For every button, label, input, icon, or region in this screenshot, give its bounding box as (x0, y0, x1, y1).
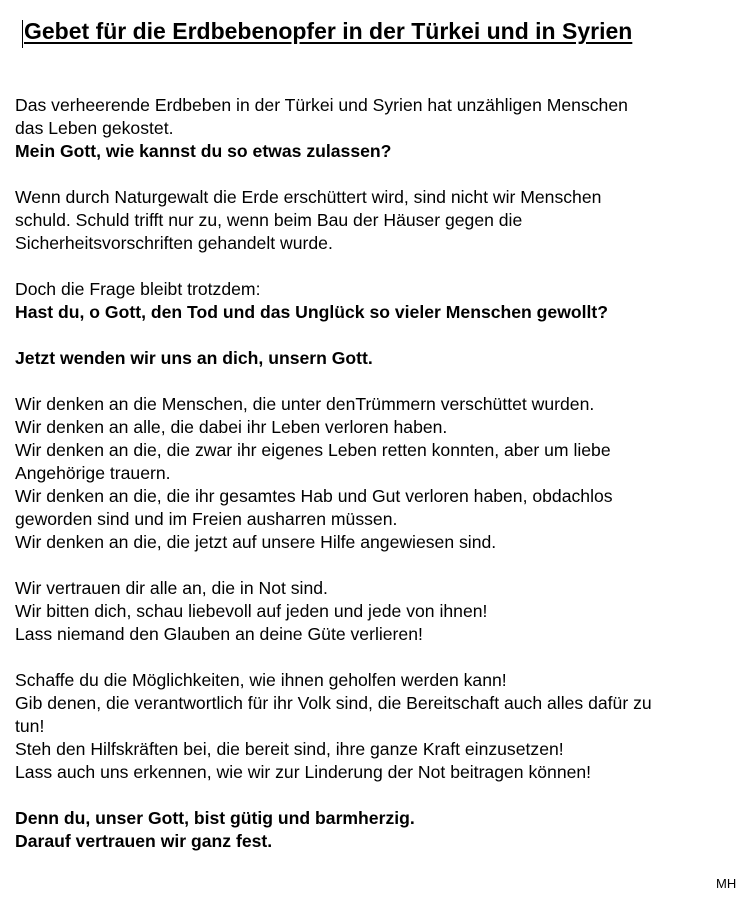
text-line: Wir vertrauen dir alle an, die in Not sind. (15, 578, 328, 598)
paragraph (15, 669, 740, 784)
text-line: das Leben gekostet. (15, 118, 174, 138)
text-line: Wir denken an die Menschen, die unter denTrümmern verschüttet wurden. (15, 394, 595, 414)
text-line: Wir denken an die, die zwar ihr eigenes Leben retten konnten, aber um liebe (15, 440, 611, 460)
bold-text-line: Jetzt wenden wir uns an dich, unsern Gott. (15, 348, 373, 368)
text-line: Wir denken an alle, die dabei ihr Leben verloren haben. (15, 417, 448, 437)
text-line: Gib denen, die verantwortlich für ihr Volk sind, die Bereitschaft auch alles dafür zu (15, 693, 652, 713)
text-line: geworden sind und im Freien ausharren müssen. (15, 509, 398, 529)
paragraph (15, 94, 740, 163)
bold-text-line: Darauf vertrauen wir ganz fest. (15, 831, 273, 851)
paragraph (15, 347, 740, 370)
text-line: Sicherheitsvorschriften gehandelt wurde. (15, 233, 333, 253)
text-line: Steh den Hilfskräften bei, die bereit sind, ihre ganze Kraft einzusetzen! (15, 739, 564, 759)
bold-text-line: Denn du, unser Gott, bist gütig und barmherzig. (15, 808, 415, 828)
document-title: Gebet für die Erdbebenopfer in der Türkei und in Syrien (24, 18, 633, 44)
text-line: schuld. Schuld trifft nur zu, wenn beim Bau der Häuser gegen die (15, 210, 523, 230)
text-line: Lass niemand den Glauben an deine Güte verlieren! (15, 624, 423, 644)
paragraph (15, 807, 740, 853)
text-line: Doch die Frage bleibt trotzdem: (15, 279, 261, 299)
text-line: Wir denken an die, die ihr gesamtes Hab und Gut verloren haben, obdachlos (15, 486, 613, 506)
text-line: Wir bitten dich, schau liebevoll auf jeden und jede von ihnen! (15, 601, 488, 621)
bold-text-line: Hast du, o Gott, den Tod und das Unglück so vieler Menschen gewollt? (15, 302, 609, 322)
paragraph (15, 577, 740, 646)
prayer-body (15, 94, 740, 876)
text-line: Schaffe du die Möglichkeiten, wie ihnen geholfen werden kann! (15, 670, 507, 690)
text-line: Das verheerende Erdbeben in der Türkei und Syrien hat unzähligen Menschen (15, 95, 628, 115)
text-line: Wenn durch Naturgewalt die Erde erschüttert wird, sind nicht wir Menschen (15, 187, 602, 207)
author-initials: MH (716, 876, 737, 891)
text-line: Wir denken an die, die jetzt auf unsere Hilfe angewiesen sind. (15, 532, 497, 552)
bold-text-line: Mein Gott, wie kannst du so etwas zulassen? (15, 141, 392, 161)
text-line: tun! (15, 716, 45, 736)
text-cursor (22, 20, 23, 48)
text-line: Angehörige trauern. (15, 463, 171, 483)
text-line: Lass auch uns erkennen, wie wir zur Linderung der Not beitragen können! (15, 762, 592, 782)
paragraph (15, 186, 740, 255)
paragraph (15, 393, 740, 554)
paragraph (15, 278, 740, 324)
